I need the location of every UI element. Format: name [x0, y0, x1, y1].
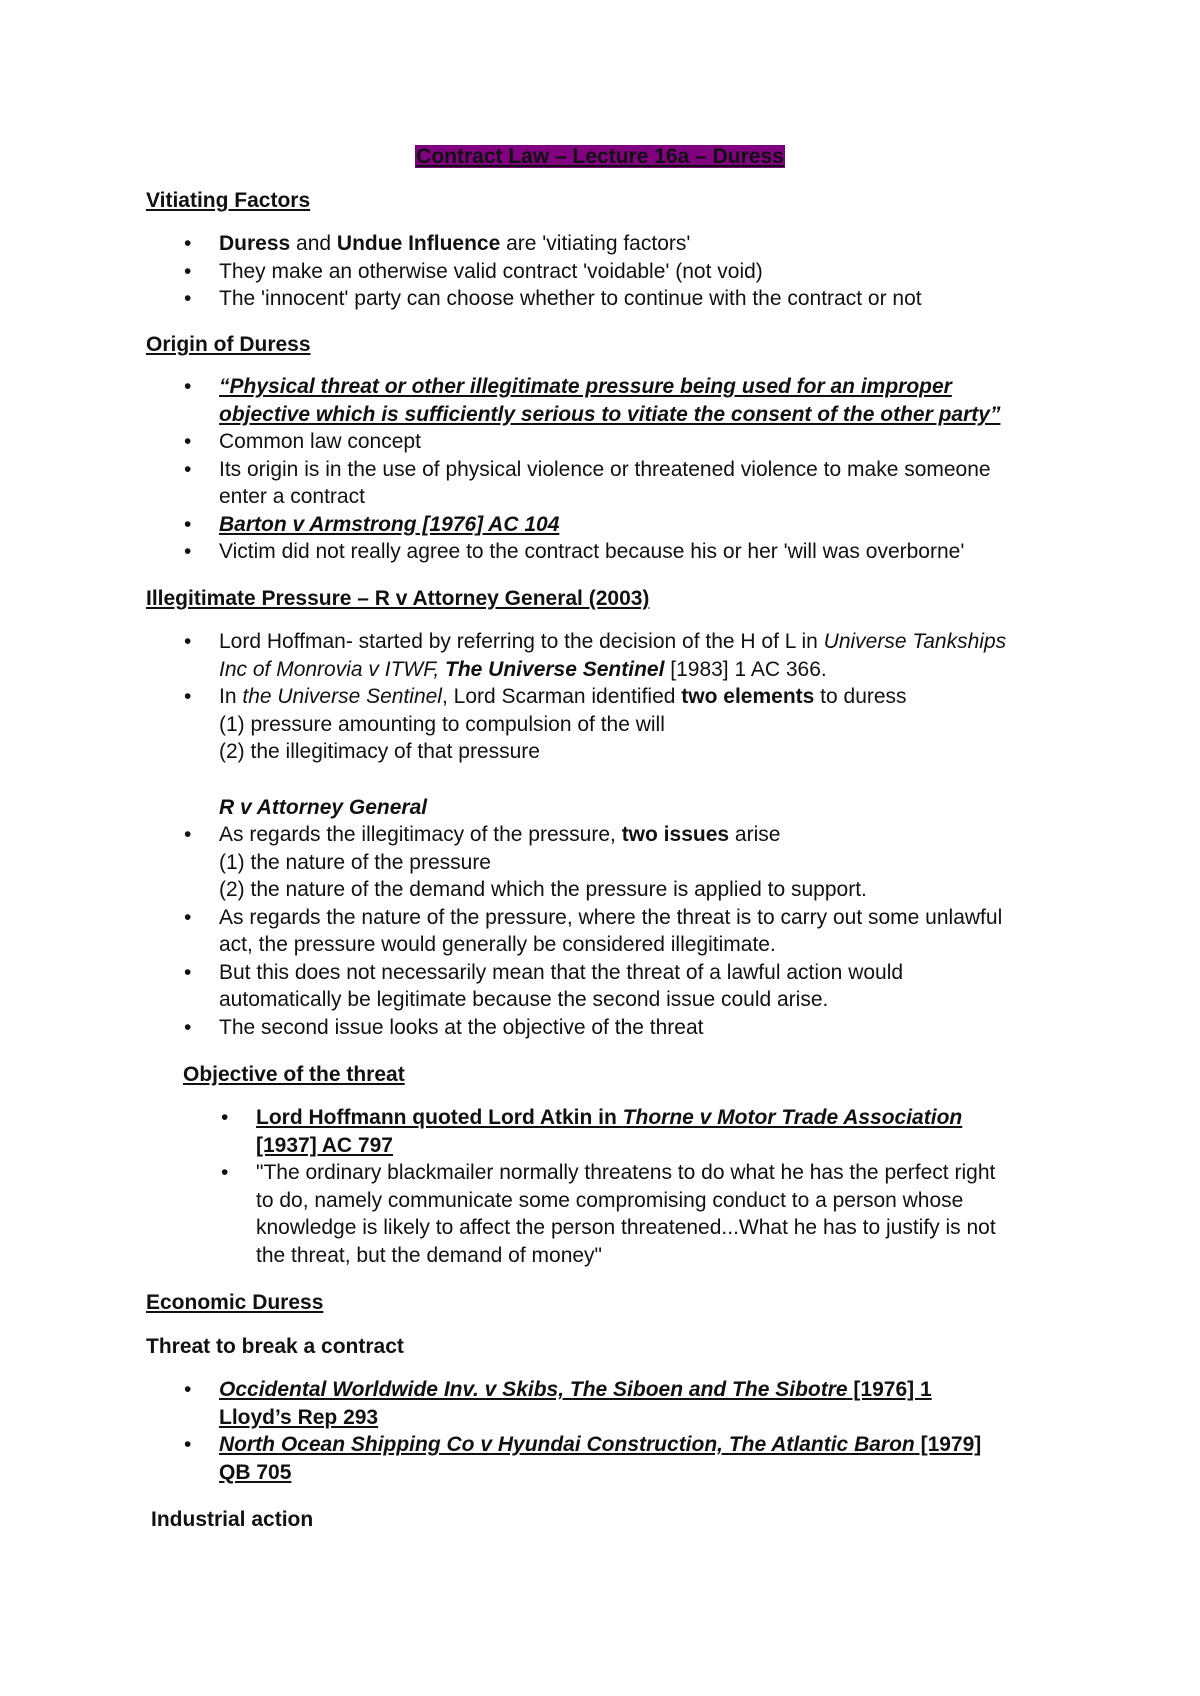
subheading-industrial-action: Industrial action: [151, 1508, 314, 1531]
heading-economic-duress: Economic Duress: [146, 1291, 324, 1314]
heading-objective-of-threat: Objective of the threat: [183, 1063, 405, 1086]
list-item: • Lord Hoffman- started by referring to the decision of the H of L in Universe Tankships Inc of Monrovia v ITWF, The Universe Sentinel [1983] 1 AC 366.: [219, 628, 1006, 683]
list-item: • As regards the illegitimacy of the pressure, two issues arise (1) the nature of the pressure (2) the nature of the demand which the pressure is applied to support.: [219, 821, 1002, 904]
list-item: • Common law concept: [219, 428, 1000, 456]
list-item: • They make an otherwise valid contract 'voidable' (not void): [219, 258, 922, 286]
list-item: • But this does not necessarily mean that the threat of a lawful action would automatically be legitimate because the second issue could arise.: [219, 959, 1002, 1014]
list-item: • Victim did not really agree to the contract because his or her 'will was overborne': [219, 538, 1000, 566]
illegitimate-list-a: [219, 628, 1006, 766]
list-item: • Its origin is in the use of physical violence or threatened violence to make someone enter a contract: [219, 456, 1000, 511]
list-item: • “Physical threat or other illegitimate pressure being used for an improper objective which is sufficiently serious to vitiate the consent of the other party”: [219, 373, 1000, 428]
list-item: • The 'innocent' party can choose whether to continue with the contract or not: [219, 285, 922, 313]
subheading-threat-to-break-contract: Threat to break a contract: [146, 1335, 404, 1358]
objective-list: [256, 1104, 996, 1269]
illegitimate-list-b: [219, 821, 1002, 1041]
list-item: • "The ordinary blackmailer normally threatens to do what he has the perfect right to do, namely communicate some compromising conduct to a person whose knowledge is likely to affect the person threatened...What he has to justify is not the threat, but the demand of money": [256, 1159, 996, 1269]
list-item: • As regards the nature of the pressure, where the threat is to carry out some unlawful act, the pressure would generally be considered illegitimate.: [219, 904, 1002, 959]
list-item: • Duress and Undue Influence are 'vitiating factors': [219, 230, 922, 258]
list-item: • In the Universe Sentinel, Lord Scarman identified two elements to duress (1) pressure amounting to compulsion of the will (2) the illegitimacy of that pressure: [219, 683, 1006, 766]
list-item: • Barton v Armstrong [1976] AC 104: [219, 511, 1000, 539]
list-item: • Lord Hoffmann quoted Lord Atkin in Thorne v Motor Trade Association [1937] AC 797: [256, 1104, 996, 1159]
subheading-r-v-attorney-general: R v Attorney General: [219, 796, 428, 819]
heading-illegitimate-pressure: Illegitimate Pressure – R v Attorney General (2003): [146, 587, 650, 610]
vitiating-list: [219, 230, 922, 313]
list-item: • Occidental Worldwide Inv. v Skibs, The Siboen and The Sibotre [1976] 1 Lloyd’s Rep 293: [219, 1376, 981, 1431]
origin-list: [219, 373, 1000, 566]
page-title: Contract Law – Lecture 16a – Duress: [416, 145, 784, 168]
heading-vitiating-factors: Vitiating Factors: [146, 189, 311, 212]
heading-origin-of-duress: Origin of Duress: [146, 333, 311, 356]
economic-list: [219, 1376, 981, 1486]
list-item: • The second issue looks at the objective of the threat: [219, 1014, 1002, 1042]
list-item: • North Ocean Shipping Co v Hyundai Construction, The Atlantic Baron [1979] QB 705: [219, 1431, 981, 1486]
